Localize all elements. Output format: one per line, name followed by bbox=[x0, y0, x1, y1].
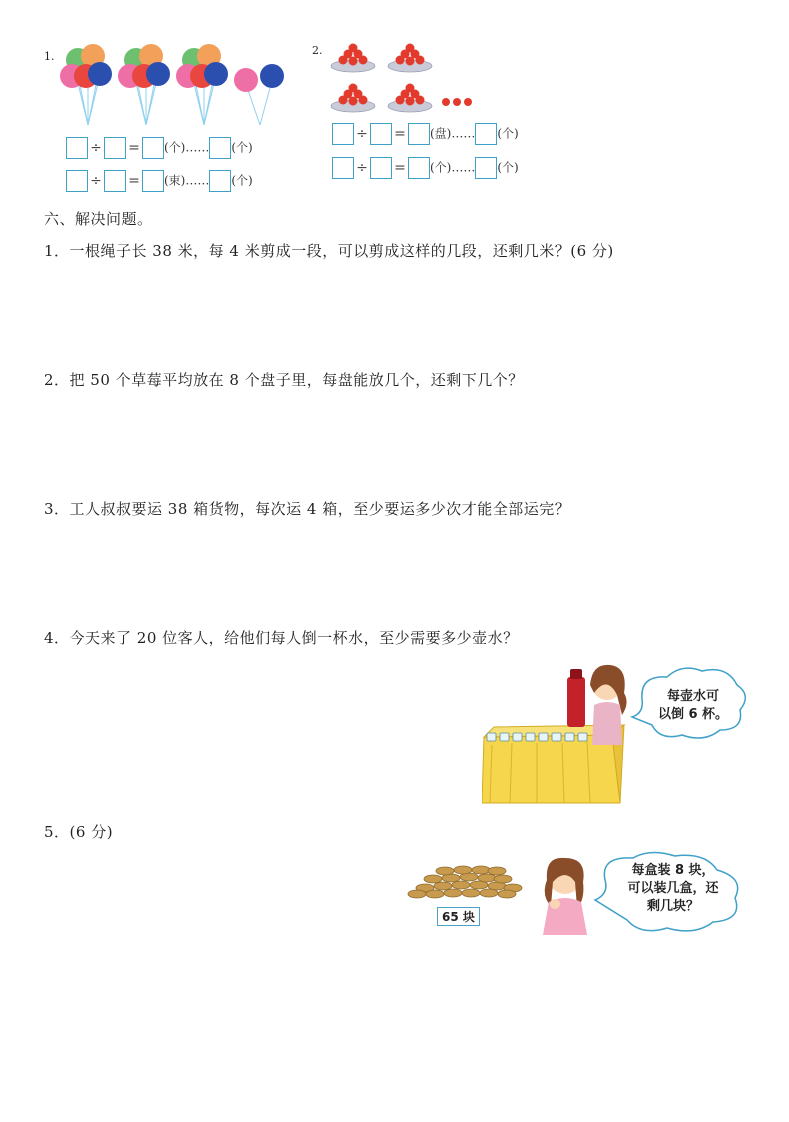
plate-3 bbox=[331, 84, 375, 113]
dividend-box[interactable] bbox=[66, 170, 88, 192]
leftover-strawberry bbox=[453, 98, 461, 106]
divisor-box[interactable] bbox=[370, 123, 392, 145]
q4-bubble-line-2: 以倒 6 杯。 bbox=[657, 707, 729, 722]
q5-bubble-line-1: 每盒装 8 块， bbox=[631, 863, 715, 878]
item1-equation-row-1: ÷ = (个)…… (个) bbox=[66, 135, 253, 159]
remainder-box[interactable] bbox=[475, 123, 497, 145]
item2-equation-row-2: ÷ = (个)…… (个) bbox=[332, 155, 519, 179]
item1-number: 1. bbox=[44, 50, 55, 63]
remainder-box[interactable] bbox=[475, 157, 497, 179]
balloon-bunch-2 bbox=[118, 44, 170, 125]
divisor-box[interactable] bbox=[104, 170, 126, 192]
item2-number: 2. bbox=[312, 44, 323, 57]
quotient-box[interactable] bbox=[142, 137, 164, 159]
leftover-balloons bbox=[234, 64, 284, 125]
balloon-bunch-1 bbox=[60, 44, 112, 125]
plate-1 bbox=[331, 44, 375, 73]
quotient-box[interactable] bbox=[408, 157, 430, 179]
q5-speech-bubble bbox=[610, 862, 736, 916]
dividend-box[interactable] bbox=[66, 137, 88, 159]
question-2: 2．把 50 个草莓平均放在 8 个盘子里，每盘能放几个，还剩下几个？ bbox=[44, 371, 524, 389]
q4-speech-bubble bbox=[645, 688, 741, 724]
leftover-strawberry bbox=[442, 98, 450, 106]
cookie-count-label: 65 块 bbox=[437, 907, 480, 926]
balloons-illustration bbox=[58, 40, 298, 125]
q5-bubble-line-3: 剩几块？ bbox=[646, 899, 699, 914]
q5-bubble-line-2: 可以装几盒，还 bbox=[627, 881, 719, 896]
dividend-box[interactable] bbox=[332, 123, 354, 145]
item1-equation-row-2: ÷ = (束)…… (个) bbox=[66, 168, 253, 192]
q4-illustration bbox=[482, 655, 752, 805]
quotient-box[interactable] bbox=[142, 170, 164, 192]
remainder-box[interactable] bbox=[209, 137, 231, 159]
remainder-box[interactable] bbox=[209, 170, 231, 192]
question-1: 1．一根绳子长 38 米，每 4 米剪成一段，可以剪成这样的几段，还剩几米？(6 分) bbox=[44, 242, 614, 260]
dividend-box[interactable] bbox=[332, 157, 354, 179]
plate-4 bbox=[388, 84, 432, 113]
section-title: 六、解决问题。 bbox=[44, 210, 153, 228]
plate-2 bbox=[388, 44, 432, 73]
question-5: 5．(6 分) bbox=[44, 823, 114, 841]
balloon-bunch-3 bbox=[176, 44, 228, 125]
question-3: 3．工人叔叔要运 38 箱货物，每次运 4 箱，至少要运多少次才能全部运完？ bbox=[44, 500, 571, 518]
divisor-box[interactable] bbox=[370, 157, 392, 179]
leftover-strawberry bbox=[464, 98, 472, 106]
quotient-box[interactable] bbox=[408, 123, 430, 145]
divisor-box[interactable] bbox=[104, 137, 126, 159]
item2-equation-row-1: ÷ = (盘)…… (个) bbox=[332, 121, 519, 145]
q4-bubble-line-1: 每壶水可 bbox=[666, 689, 719, 704]
question-4: 4．今天来了 20 位客人，给他们每人倒一杯水，至少需要多少壶水？ bbox=[44, 629, 519, 647]
strawberry-plates-illustration bbox=[328, 40, 488, 115]
